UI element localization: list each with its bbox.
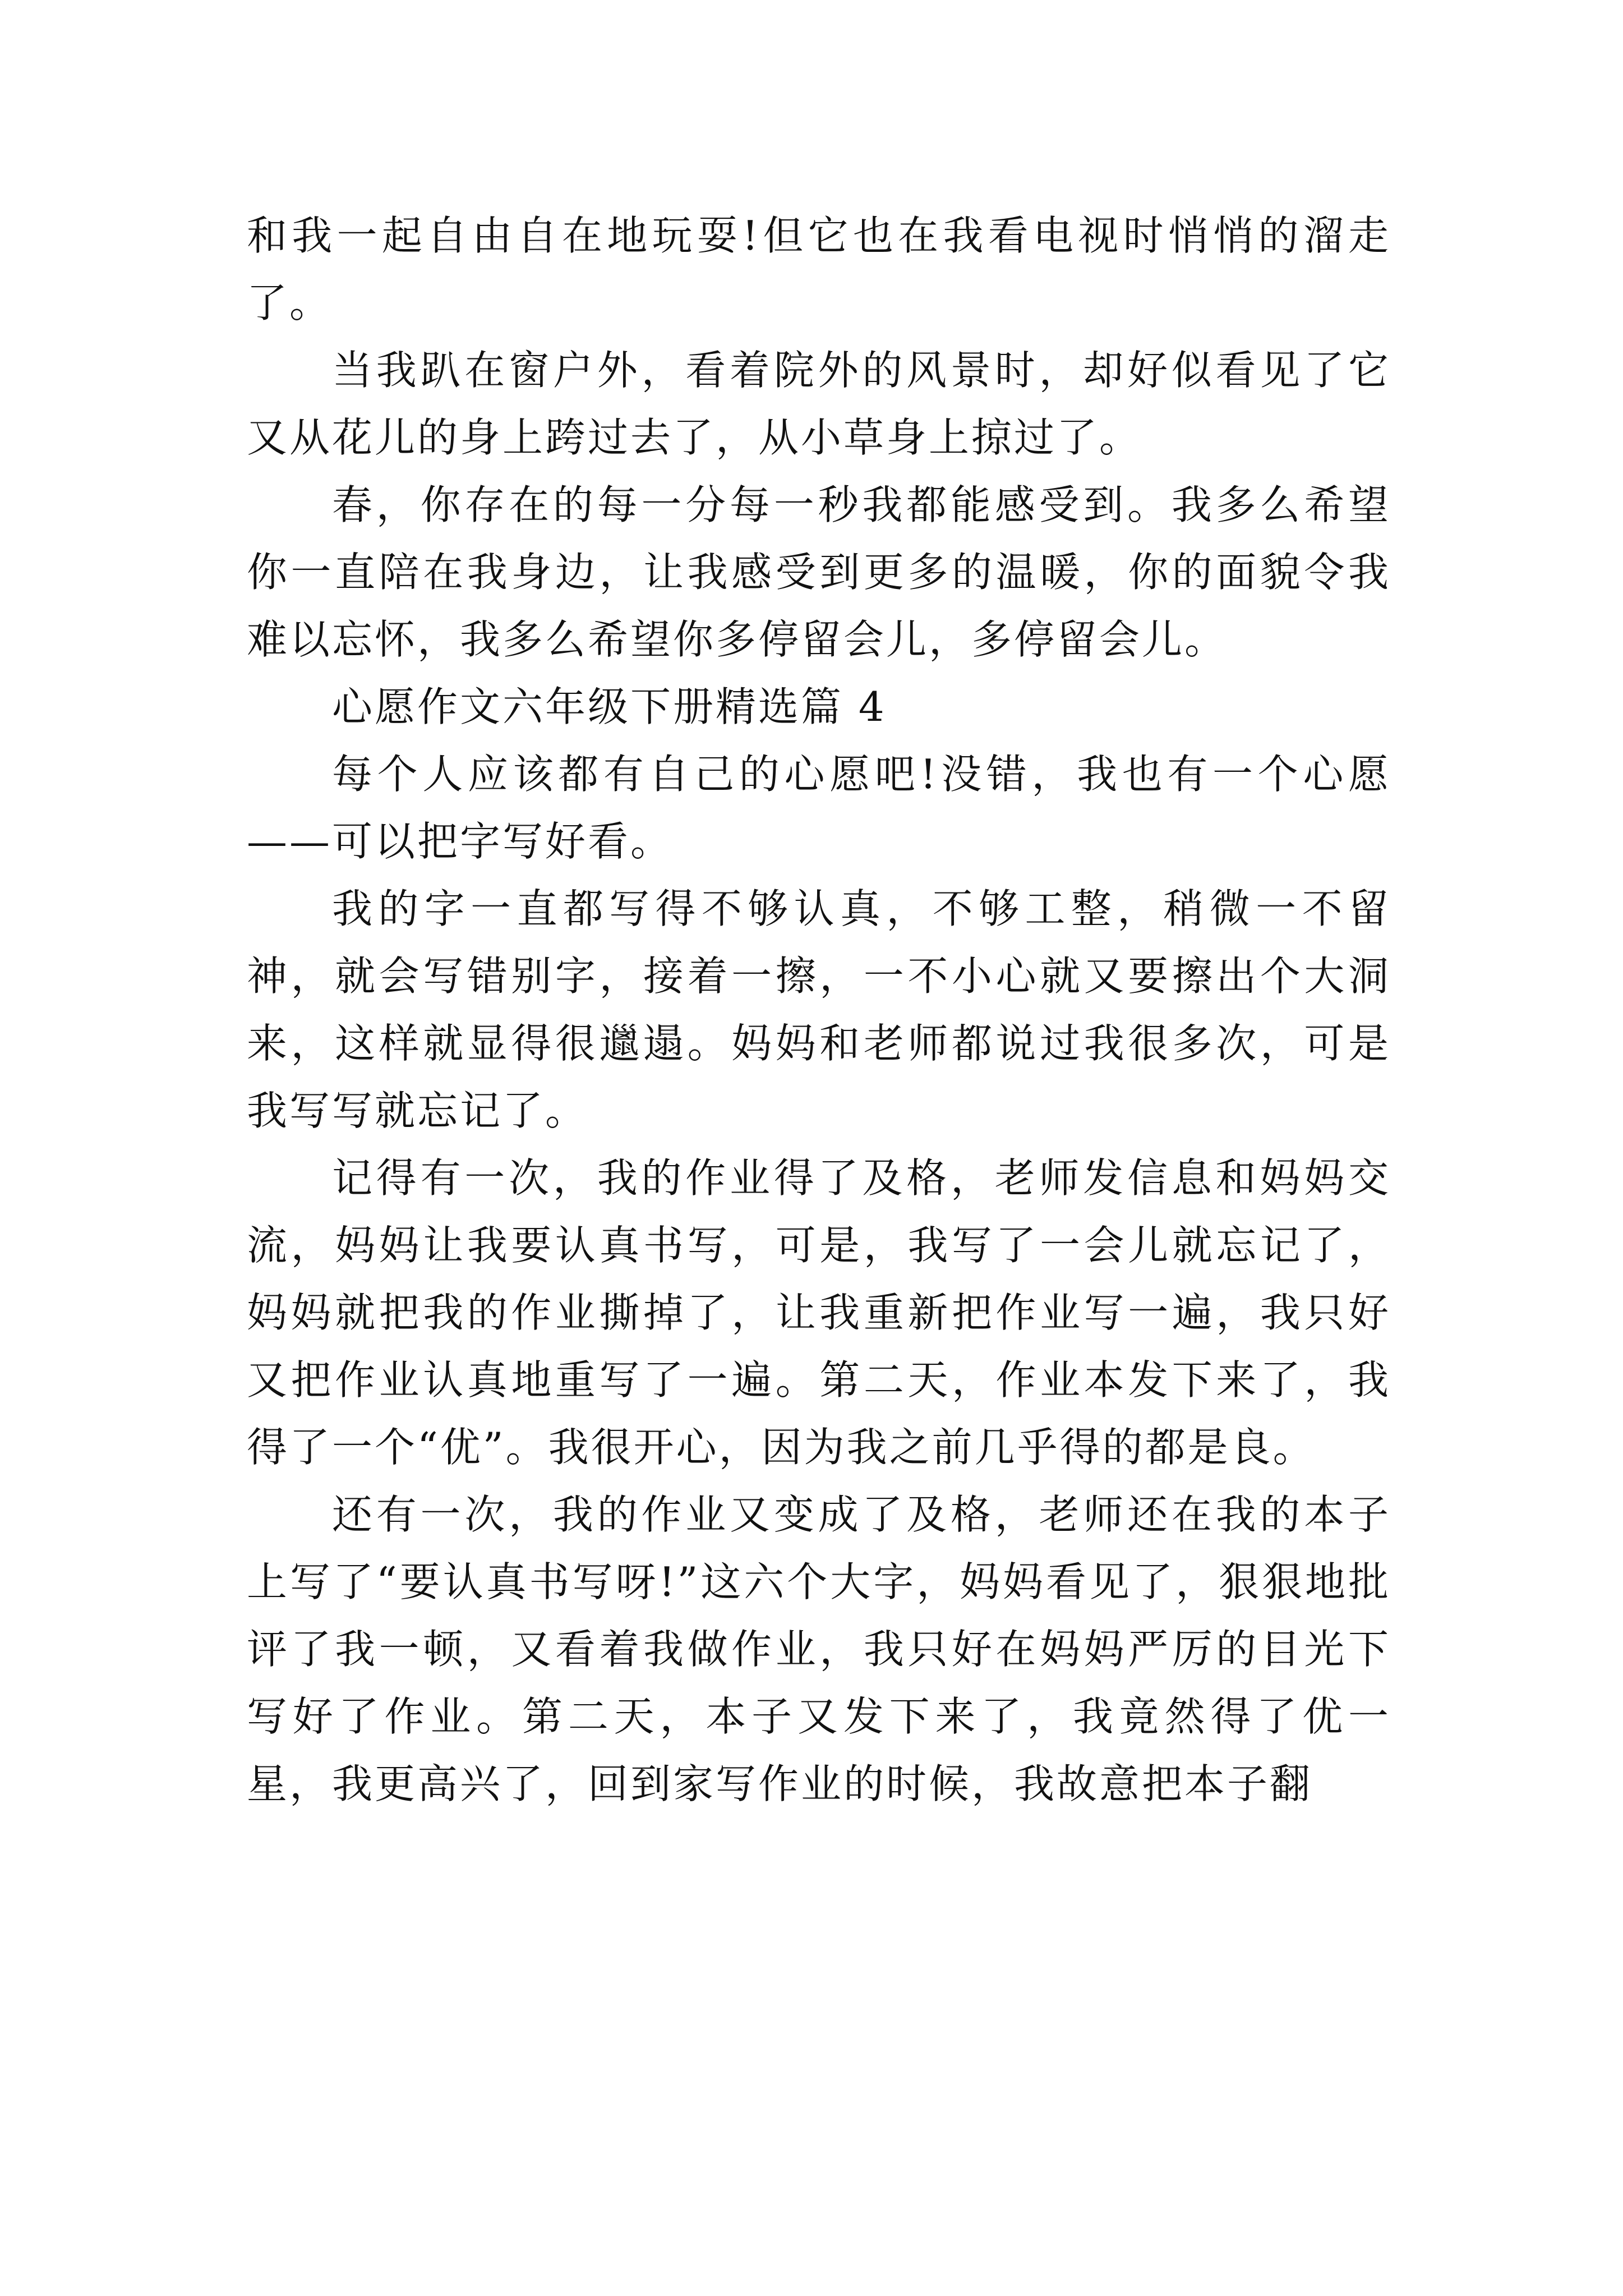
paragraph-3: 春，你存在的每一分每一秒我都能感受到。我多么希望你一直陪在我身边，让我感受到更多的温暖，你的面貌令我难以忘怀，我多么希望你多停留会儿，多停留会儿。 <box>247 481 1391 663</box>
paragraph-6: 我的字一直都写得不够认真，不够工整，稍微一不留神，就会写错别字，接着一擦，一不小心就又要擦出个大洞来，这样就显得很邋遢。妈妈和老师都说过我很多次，可是我写写就忘记了。 <box>247 885 1391 1134</box>
section-heading: 心愿作文六年级下册精选篇 4 <box>332 683 887 730</box>
paragraph-1: 和我一起自由自在地玩耍!但它也在我看电视时悄悄的溜走了。 <box>247 212 1391 326</box>
document-body <box>247 202 1391 1818</box>
paragraph-5: 每个人应该都有自己的心愿吧!没错，我也有一个心愿——可以把字写好看。 <box>247 751 1391 865</box>
paragraph-7: 记得有一次，我的作业得了及格，老师发信息和妈妈交流，妈妈让我要认真书写，可是，我写了一会儿就忘记了，妈妈就把我的作业撕掉了，让我重新把作业写一遍，我只好又把作业认真地重写了一遍。第二天，作业本发下来了，我得了一个“优”。我很开心，因为我之前几乎得的都是良。 <box>247 1154 1391 1471</box>
paragraph-8: 还有一次，我的作业又变成了及格，老师还在我的本子上写了“要认真书写呀!”这六个大字，妈妈看见了，狠狠地批评了我一顿，又看着我做作业，我只好在妈妈严厉的目光下写好了作业。第二天，本子又发下来了，我竟然得了优一星，我更高兴了，回到家写作业的时候，我故意把本子翻 <box>247 1491 1391 1807</box>
paragraph-2: 当我趴在窗户外，看着院外的风景时，却好似看见了它又从花儿的身上跨过去了，从小草身上掠过了。 <box>247 347 1391 461</box>
